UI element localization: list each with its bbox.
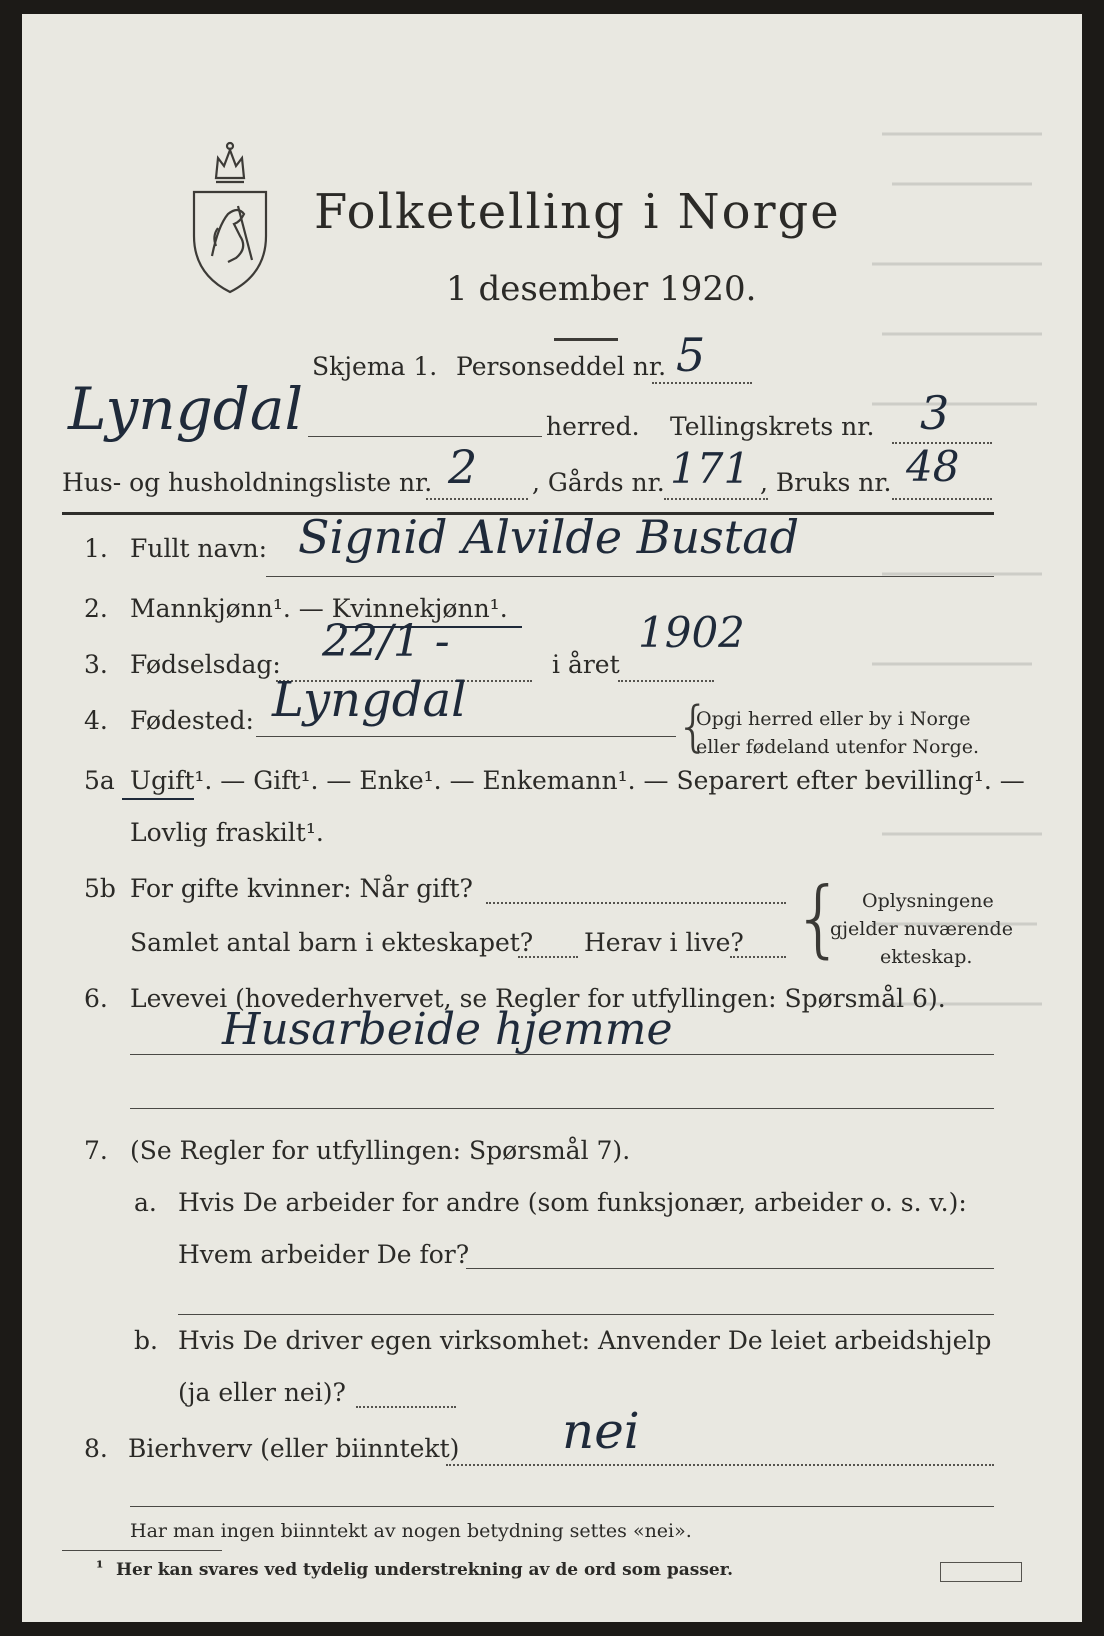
personseddel-label: Personseddel nr.: [456, 352, 667, 381]
norwegian-coat-of-arms-icon: [188, 136, 272, 296]
footnote-mark: ¹: [96, 1558, 104, 1578]
q7b-line1: Hvis De driver egen virksomhet: Anvender De leiet arbeidshjelp: [178, 1326, 992, 1355]
q6-number: 6.: [84, 984, 108, 1013]
q5a-line2: Lovlig fraskilt¹.: [130, 818, 324, 847]
birthplace-note-brace: {: [676, 695, 711, 758]
skjema-label: Skjema 1.: [312, 352, 438, 381]
marriage-note-line3: ekteskap.: [880, 946, 973, 968]
gards-value[interactable]: 171: [670, 444, 751, 493]
birthplace-note-line2: eller fødeland utenfor Norge.: [696, 736, 980, 758]
married-date-field-line: [486, 902, 786, 904]
side-income-value[interactable]: nei: [562, 1402, 640, 1460]
q7-label: (Se Regler for utfyllingen: Spørsmål 7).: [130, 1136, 631, 1165]
q7a-line1: Hvis De arbeider for andre (som funksjonær, arbeider o. s. v.):: [178, 1188, 967, 1217]
occupation-value[interactable]: Husarbeide hjemme: [222, 1004, 673, 1055]
tellingskrets-label: Tellingskrets nr.: [670, 412, 875, 441]
q1-label: Fullt navn:: [130, 534, 268, 563]
marriage-note-brace: {: [792, 869, 846, 967]
hus-label: Hus- og husholdningsliste nr.: [62, 468, 433, 497]
employer-field-line-1: [466, 1268, 994, 1269]
herred-value[interactable]: Lyngdal: [68, 375, 304, 443]
occupation-field-line-2: [130, 1108, 994, 1109]
personseddel-value[interactable]: 5: [676, 328, 706, 382]
bruks-label: , Bruks nr.: [760, 468, 892, 497]
q7a-letter: a.: [134, 1188, 157, 1217]
birthplace-field-line: [256, 736, 676, 737]
birth-year-value[interactable]: 1902: [638, 608, 745, 657]
side-income-field-line: [446, 1464, 994, 1466]
page-title: Folketelling i Norge: [314, 184, 841, 240]
children-count-field-line: [518, 956, 578, 958]
q4-number: 4.: [84, 706, 108, 735]
personseddel-field-line: [652, 382, 752, 384]
q7a-line2: Hvem arbeider De for?: [178, 1240, 470, 1269]
footnote-rule: [62, 1550, 222, 1551]
printer-stamp: [940, 1562, 1022, 1582]
occupation-field-line-1: [130, 1054, 994, 1055]
q8-number: 8.: [84, 1434, 108, 1463]
gards-field-line: [664, 498, 768, 500]
q5b-label1: For gifte kvinner: Når gift?: [130, 874, 473, 903]
marriage-note-line2: gjelder nuværende: [830, 918, 1013, 940]
q5b-label2: Samlet antal barn i ekteskapet?: [130, 928, 534, 957]
side-income-field-line-2: [130, 1506, 994, 1507]
q2-label: Mannkjønn¹. — Kvinnekjønn¹.: [130, 594, 508, 623]
q7b-letter: b.: [134, 1326, 158, 1355]
q8-label: Bierhverv (eller biinntekt): [128, 1434, 460, 1463]
employer-field-line-2: [178, 1314, 994, 1315]
q5a-number: 5a: [84, 766, 115, 795]
q5a-line1: Ugift¹. — Gift¹. — Enke¹. — Enkemann¹. — Separert efter bevilling¹. —: [130, 766, 1025, 795]
q2-number: 2.: [84, 594, 108, 623]
hus-field-line: [426, 498, 528, 500]
hired-help-field-line: [356, 1406, 456, 1408]
q5b-label3: Herav i live?: [584, 928, 744, 957]
gards-label: , Gårds nr.: [532, 468, 665, 497]
q1-number: 1.: [84, 534, 108, 563]
hus-value[interactable]: 2: [448, 440, 478, 494]
q4-label: Fødested:: [130, 706, 254, 735]
title-divider: [554, 338, 618, 341]
q7-number: 7.: [84, 1136, 108, 1165]
census-form: [22, 14, 1082, 1622]
q3-label: Fødselsdag:: [130, 650, 281, 679]
tellingskrets-value[interactable]: 3: [920, 386, 950, 440]
herred-field-line: [308, 436, 542, 437]
full-name-value[interactable]: Signid Alvilde Bustad: [298, 510, 800, 564]
birth-year-field-line: [618, 680, 714, 682]
q5b-number: 5b: [84, 874, 116, 903]
birth-year-label: i året: [552, 650, 620, 679]
full-name-field-line: [266, 576, 994, 577]
q6-label: Levevei (hovederhvervet, se Regler for utfyllingen: Spørsmål 6).: [130, 984, 946, 1013]
herred-label: herred.: [546, 412, 640, 441]
children-alive-field-line: [730, 956, 786, 958]
footnote-text: Her kan svares ved tydelig understrekning av de ord som passer.: [116, 1560, 734, 1580]
q3-number: 3.: [84, 650, 108, 679]
q7b-line2: (ja eller nei)?: [178, 1378, 346, 1407]
bruks-field-line: [892, 498, 992, 500]
marriage-note-line1: Oplysningene: [862, 890, 994, 912]
birthdate-value[interactable]: 22/1 -: [322, 616, 450, 667]
ugift-underline: [122, 798, 194, 800]
page-subtitle: 1 desember 1920.: [446, 269, 757, 309]
bruks-value[interactable]: 48: [906, 442, 960, 491]
birthplace-note-line1: Opgi herred eller by i Norge: [696, 708, 971, 730]
birthplace-value[interactable]: Lyngdal: [272, 672, 467, 728]
side-income-note: Har man ingen biinntekt av nogen betydning settes «nei».: [130, 1520, 692, 1542]
